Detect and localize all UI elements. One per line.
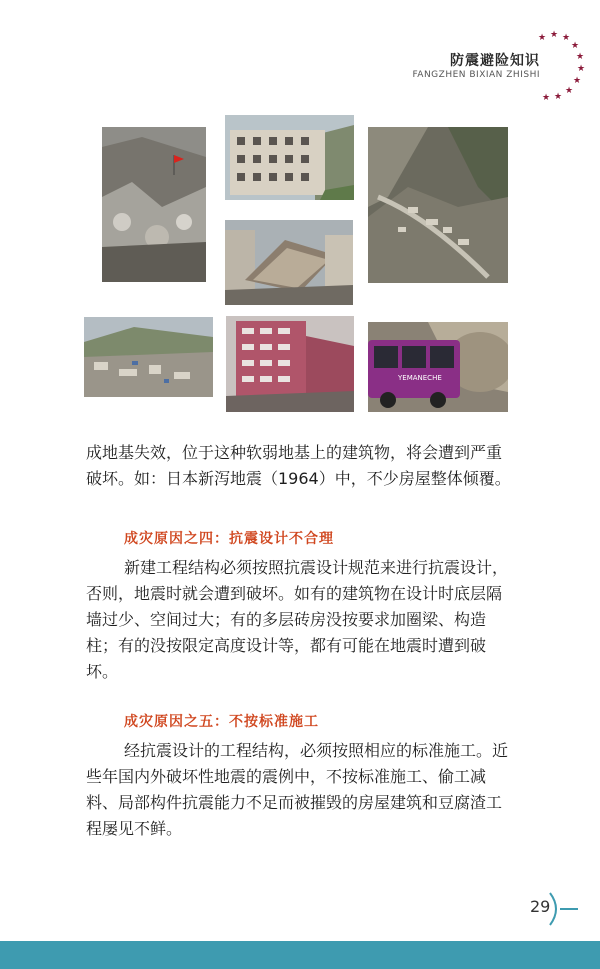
svg-text:★: ★ xyxy=(576,52,585,62)
footer-bar xyxy=(0,941,600,969)
debris-field-photo xyxy=(84,317,213,397)
svg-text:★: ★ xyxy=(577,64,586,74)
paragraph-2: 新建工程结构必须按照抗震设计规范来进行抗震设计，否则，地震时就会遭到破坏。如有的建筑物在设计时底层隔墙过少、空间过大；有的多层砖房没按要求加圈梁、构造柱；有的没按限定高度设计等，都有可能在地震时遭到破坏。 xyxy=(86,558,509,681)
svg-text:★: ★ xyxy=(565,86,574,96)
svg-text:★: ★ xyxy=(554,92,563,102)
header-subtitle: FANGZHEN BIXIAN ZHISHI xyxy=(412,70,540,80)
page-number: 29 xyxy=(530,897,551,916)
heading-cause-5: 成灾原因之五：不按标准施工 xyxy=(124,714,319,730)
tilted-apartment-photo xyxy=(226,316,354,412)
landslide-rubble-photo xyxy=(102,127,206,282)
crushed-bus-photo xyxy=(368,322,508,412)
svg-text:★: ★ xyxy=(571,41,580,51)
paragraph-3: 经抗震设计的工程结构，必须按照相应的标准施工。近些年国内外破坏性地震的震例中，不按标准施工、偷工减料、局部构件抗震能力不足而被摧毁的房屋建筑和豆腐渣工程屡见不鲜。 xyxy=(86,741,509,838)
page-number-rule xyxy=(560,908,578,910)
valley-town-aerial-photo xyxy=(368,127,508,283)
heading-cause-4: 成灾原因之四：抗震设计不合理 xyxy=(124,531,334,547)
svg-text:★: ★ xyxy=(538,33,547,43)
svg-text:★: ★ xyxy=(562,33,571,43)
collapsed-house-photo xyxy=(225,220,353,305)
paragraph-1: 成地基失效，位于这种软弱地基上的建筑物，将会遭到严重破坏。如：日本新泻地震（1964）中，不少房屋整体倾覆。 xyxy=(86,443,511,488)
cracked-building-photo xyxy=(225,115,354,200)
svg-text:★: ★ xyxy=(573,76,582,86)
svg-text:★: ★ xyxy=(550,30,559,40)
header-title: 防震避险知识 xyxy=(450,53,540,69)
svg-text:★: ★ xyxy=(542,93,551,103)
bus-text: YEMANECHE xyxy=(398,374,442,382)
